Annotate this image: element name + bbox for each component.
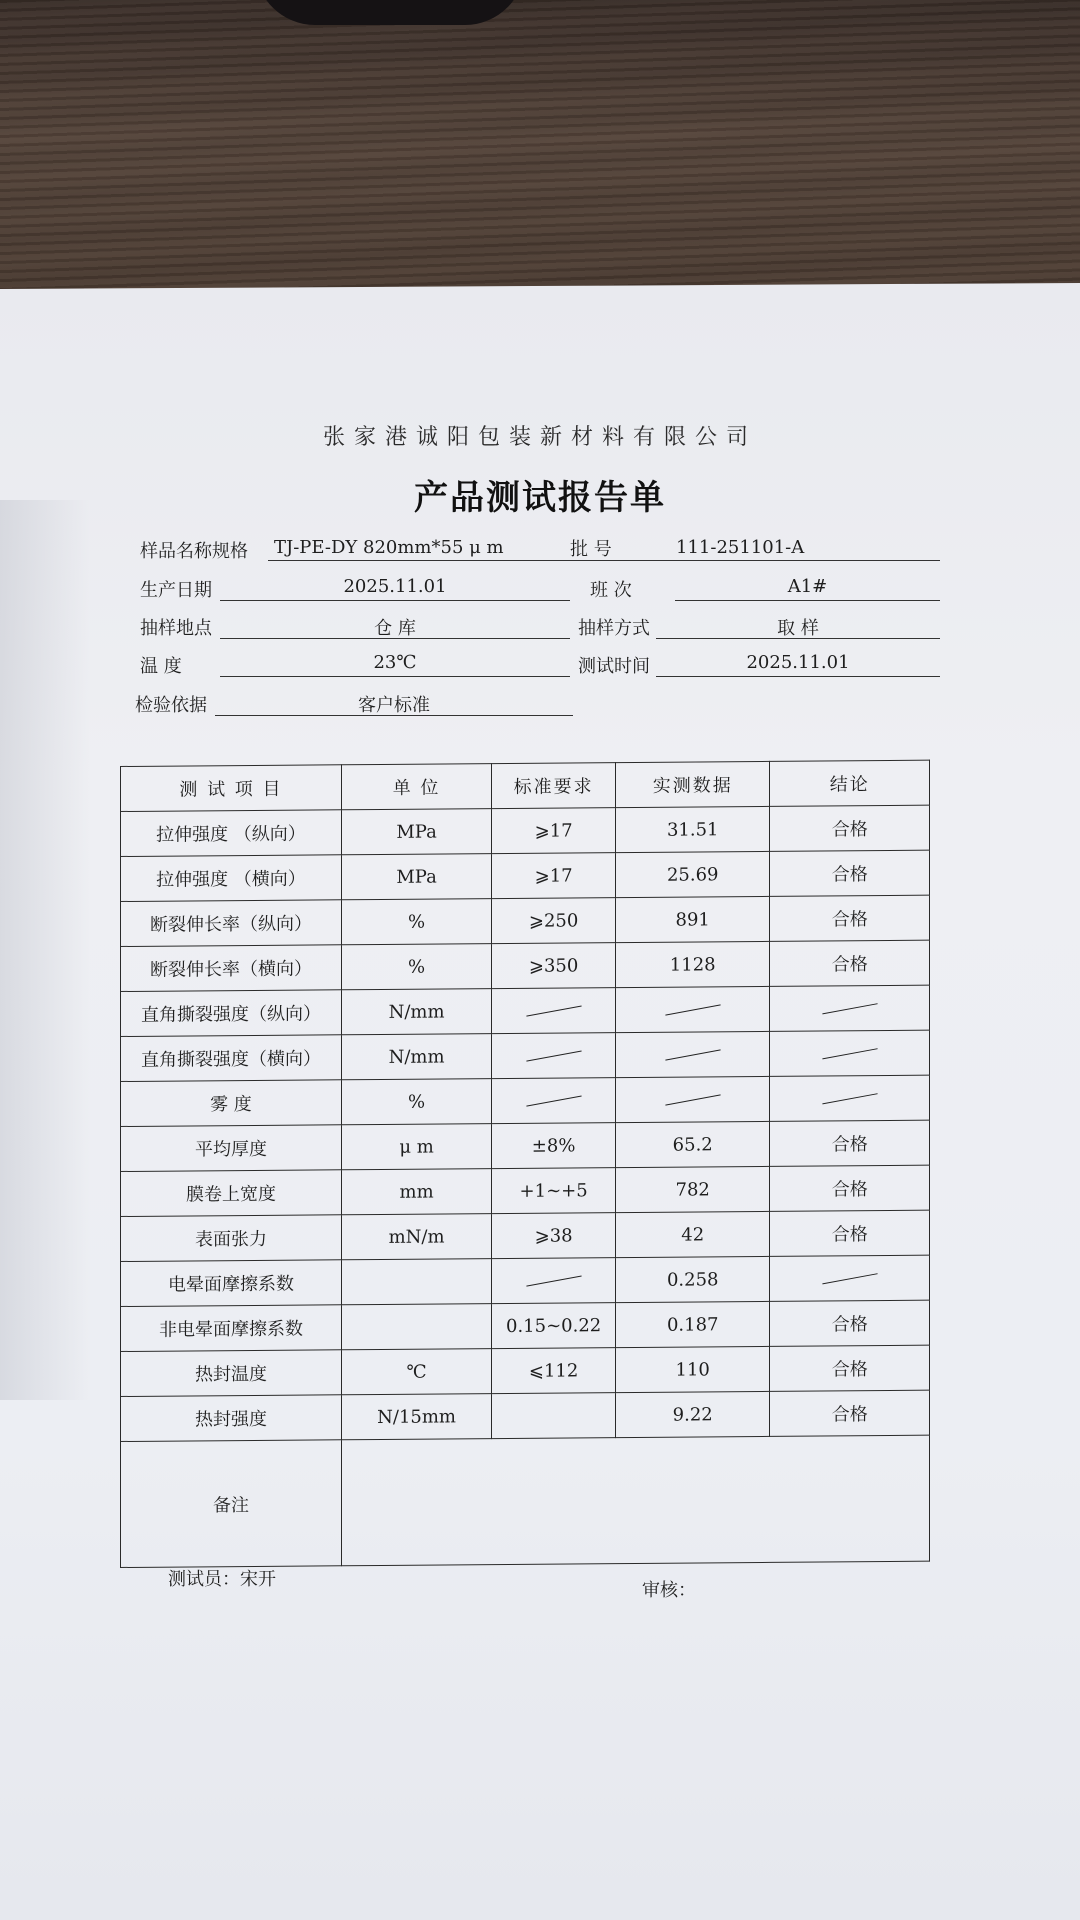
cell-test-item: 断裂伸长率（纵向） <box>121 900 342 947</box>
cell-test-item: 电晕面摩擦系数 <box>121 1260 342 1307</box>
reviewer-signature <box>642 1576 696 1602</box>
place-label: 抽样地点 <box>140 618 212 639</box>
cell-measured: 1128 <box>616 941 770 987</box>
cell-standard: ⩽112 <box>492 1348 616 1394</box>
table-row <box>121 1120 930 1171</box>
header-test-item: 测 试 项 目 <box>121 765 342 812</box>
table-row <box>121 1255 930 1306</box>
cell-conclusion: 合格 <box>770 1345 930 1391</box>
date-label: 生产日期 <box>140 580 212 601</box>
report-title: 产品测试报告单 <box>414 478 666 518</box>
cell-unit: N/15mm <box>341 1394 491 1440</box>
cell-measured: 9.22 <box>616 1391 770 1437</box>
cell-test-item: 拉伸强度 （纵向） <box>121 810 342 857</box>
cell-unit: N/mm <box>341 1034 491 1080</box>
header-conclusion: 结论 <box>770 760 930 806</box>
header-standard: 标准要求 <box>492 763 616 809</box>
cell-measured: 782 <box>616 1166 770 1212</box>
reviewer-label: 审核： <box>642 1580 696 1601</box>
cell-conclusion <box>770 1255 930 1301</box>
paper-shading <box>0 500 90 1400</box>
cell-test-item: 膜卷上宽度 <box>121 1170 342 1217</box>
cell-conclusion: 合格 <box>770 1300 930 1346</box>
cell-standard <box>492 1033 616 1079</box>
table-row <box>121 805 930 856</box>
cell-unit: ℃ <box>341 1349 491 1395</box>
table-row <box>121 985 930 1036</box>
cell-unit: mm <box>341 1169 491 1215</box>
cell-measured: 65.2 <box>616 1121 770 1167</box>
method-label: 抽样方式 <box>578 618 650 639</box>
cell-conclusion <box>770 985 930 1031</box>
cell-test-item: 雾 度 <box>121 1080 342 1127</box>
cell-unit: % <box>341 899 491 945</box>
cell-conclusion: 合格 <box>770 1210 930 1256</box>
cell-measured <box>616 1076 770 1122</box>
not-applicable-dash <box>822 1048 877 1059</box>
table-row <box>121 1390 930 1441</box>
cell-conclusion: 合格 <box>770 1390 930 1436</box>
sample-label: 样品名称规格 <box>140 541 248 562</box>
test-time-label: 测试时间 <box>578 656 650 677</box>
header-measured: 实测数据 <box>616 761 770 807</box>
tester-signature <box>168 1565 276 1591</box>
place-value: 仓 库 <box>220 614 570 639</box>
shift-label: 班 次 <box>590 580 632 601</box>
basis-value: 客户标准 <box>215 691 573 716</box>
not-applicable-dash <box>526 1006 581 1017</box>
cell-conclusion: 合格 <box>770 805 930 851</box>
not-applicable-dash <box>822 1003 877 1014</box>
cell-standard <box>492 1393 616 1439</box>
not-applicable-dash <box>822 1093 877 1104</box>
cell-standard: ⩾350 <box>492 943 616 989</box>
shift-value: A1# <box>675 576 940 601</box>
not-applicable-dash <box>665 1049 720 1060</box>
cell-unit: % <box>341 1079 491 1125</box>
cell-standard: 0.15~0.22 <box>492 1303 616 1349</box>
desk-background <box>0 0 1080 300</box>
cell-unit: mN/m <box>341 1214 491 1260</box>
cell-standard: ±8% <box>492 1123 616 1169</box>
cell-standard <box>492 988 616 1034</box>
cell-measured: 110 <box>616 1346 770 1392</box>
cell-test-item: 热封强度 <box>121 1395 342 1442</box>
batch-value: 111-251101-A <box>656 537 940 561</box>
cell-standard <box>492 1078 616 1124</box>
cell-unit: MPa <box>341 809 491 855</box>
cell-measured: 0.187 <box>616 1301 770 1347</box>
test-time-value: 2025.11.01 <box>656 652 940 677</box>
test-results-table <box>120 760 930 1568</box>
cell-test-item: 非电晕面摩擦系数 <box>121 1305 342 1352</box>
cell-standard: +1~+5 <box>492 1168 616 1214</box>
table-row <box>121 850 930 901</box>
temp-value: 23℃ <box>220 652 570 677</box>
cell-standard: ⩾17 <box>492 808 616 854</box>
tester-name: 宋开 <box>240 1569 276 1590</box>
cell-standard: ⩾250 <box>492 898 616 944</box>
table-row <box>121 940 930 991</box>
table-row <box>121 1030 930 1081</box>
info-row-date <box>140 576 940 602</box>
cell-measured <box>616 1031 770 1077</box>
info-row-basis <box>135 691 635 717</box>
info-row-temp <box>140 652 940 678</box>
remark-row <box>121 1435 930 1567</box>
cell-measured: 42 <box>616 1211 770 1257</box>
cell-conclusion: 合格 <box>770 895 930 941</box>
cell-standard <box>492 1258 616 1304</box>
cell-measured: 31.51 <box>616 806 770 852</box>
info-row-sample <box>140 537 940 563</box>
not-applicable-dash <box>526 1276 581 1287</box>
cell-test-item: 直角撕裂强度（纵向） <box>121 990 342 1037</box>
table-row <box>121 1345 930 1396</box>
sample-value: TJ-PE-DY 820mm*55 μ m <box>268 537 706 561</box>
cell-unit <box>341 1259 491 1305</box>
temp-label: 温 度 <box>140 656 182 677</box>
not-applicable-dash <box>665 1094 720 1105</box>
cell-conclusion <box>770 1075 930 1121</box>
cell-conclusion: 合格 <box>770 1165 930 1211</box>
table-row <box>121 1075 930 1126</box>
cell-test-item: 表面张力 <box>121 1215 342 1262</box>
cell-unit: % <box>341 944 491 990</box>
batch-label: 批 号 <box>570 539 612 560</box>
table-row <box>121 895 930 946</box>
date-value: 2025.11.01 <box>220 576 570 601</box>
cell-test-item: 拉伸强度 （横向） <box>121 855 342 902</box>
cell-measured: 0.258 <box>616 1256 770 1302</box>
table-row <box>121 1165 930 1216</box>
table-row <box>121 1210 930 1261</box>
cell-unit: N/mm <box>341 989 491 1035</box>
cell-conclusion <box>770 1030 930 1076</box>
not-applicable-dash <box>526 1096 581 1107</box>
method-value: 取 样 <box>656 614 940 639</box>
cell-unit: μ m <box>341 1124 491 1170</box>
cell-test-item: 平均厚度 <box>121 1125 342 1172</box>
company-name: 张家港诚阳包装新材料有限公司 <box>322 425 757 450</box>
basis-label: 检验依据 <box>135 695 207 716</box>
tester-label: 测试员： <box>168 1569 240 1590</box>
cell-measured <box>616 986 770 1032</box>
cell-measured: 25.69 <box>616 851 770 897</box>
cell-conclusion: 合格 <box>770 940 930 986</box>
remark-label: 备注 <box>121 1440 342 1568</box>
header-unit: 单 位 <box>341 764 491 810</box>
remark-value <box>341 1435 929 1566</box>
table-header-row <box>121 760 930 811</box>
not-applicable-dash <box>526 1051 581 1062</box>
desk-object <box>255 0 525 25</box>
not-applicable-dash <box>822 1273 877 1284</box>
cell-standard: ⩾17 <box>492 853 616 899</box>
cell-test-item: 直角撕裂强度（横向） <box>121 1035 342 1082</box>
cell-conclusion: 合格 <box>770 850 930 896</box>
cell-unit: MPa <box>341 854 491 900</box>
cell-test-item: 断裂伸长率（横向） <box>121 945 342 992</box>
cell-measured: 891 <box>616 896 770 942</box>
info-row-place <box>140 614 940 640</box>
not-applicable-dash <box>665 1004 720 1015</box>
cell-unit <box>341 1304 491 1350</box>
cell-standard: ⩾38 <box>492 1213 616 1259</box>
cell-conclusion: 合格 <box>770 1120 930 1166</box>
table-row <box>121 1300 930 1351</box>
cell-test-item: 热封温度 <box>121 1350 342 1397</box>
